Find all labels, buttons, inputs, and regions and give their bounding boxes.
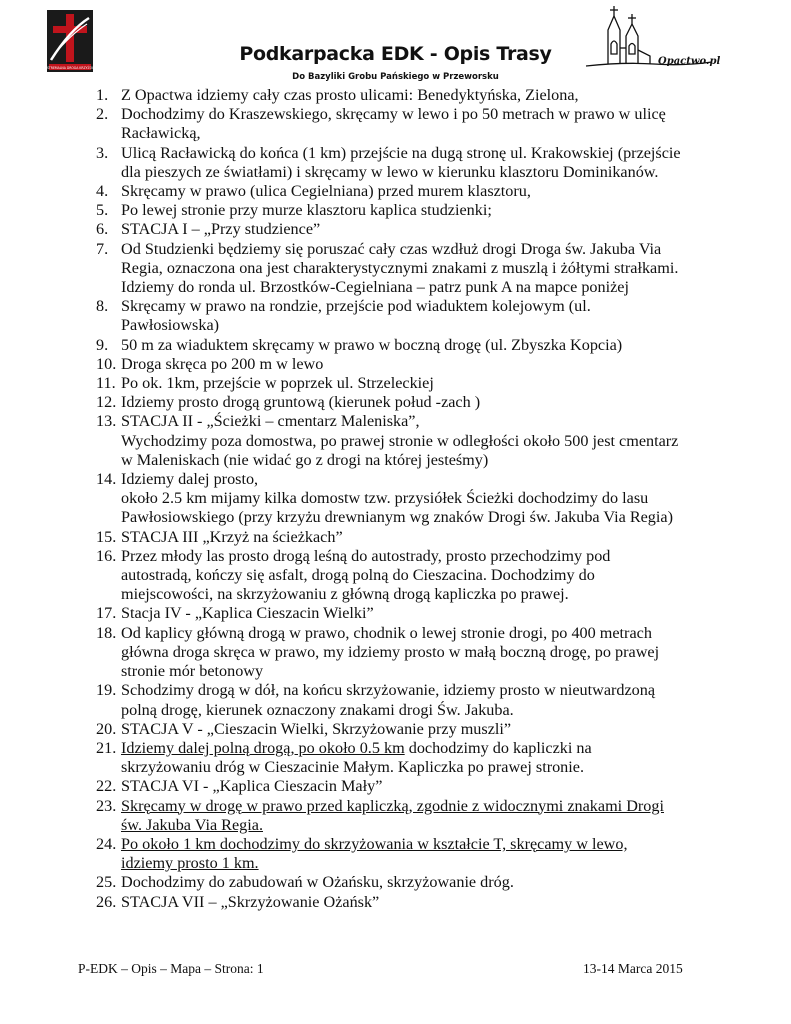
route-step: [96, 412, 736, 470]
step-number: 9.: [96, 335, 109, 354]
step-number: 25.: [96, 873, 117, 892]
route-step: [96, 739, 736, 777]
step-text-line: [121, 393, 736, 412]
route-steps-list: [96, 86, 736, 912]
route-step: [96, 681, 736, 719]
route-step: [96, 470, 736, 528]
step-text-line: [121, 374, 736, 393]
step-text: Od kaplicy główną drogą w prawo, chodnik o lewej stronie drogi, po 400 metrach: [121, 623, 652, 642]
route-step: [96, 374, 736, 393]
step-text: Po około 1 km dochodzimy do skrzyżowania w kształcie T, skręcamy w lewo,: [121, 834, 628, 853]
step-text: skrzyżowaniu dróg w Cieszacinie Małym. Kapliczka po prawej stronie.: [121, 758, 584, 777]
route-step: [96, 201, 736, 220]
step-number: 4.: [96, 182, 109, 201]
step-number: 5.: [96, 201, 109, 220]
step-text: STACJA VI - „Kaplica Cieszacin Mały”: [121, 777, 383, 796]
opactwo-logo-text: Opactwo.pl: [658, 56, 721, 67]
step-number: 14.: [96, 470, 117, 489]
step-text-line: [121, 163, 736, 182]
step-number: 16.: [96, 546, 117, 565]
step-text-line: [121, 720, 736, 739]
step-text-line: [121, 470, 736, 489]
step-text-rest: dochodzimy do kapliczki na: [404, 738, 592, 757]
step-text-line: [121, 739, 736, 758]
step-text: Z Opactwa idziemy cały czas prosto ulicami: Benedyktyńska, Zielona,: [121, 86, 579, 104]
step-text: Ulicą Racławicką do końca (1 km) przejście na dugą stronę ul. Krakowskiej (przejście: [121, 143, 681, 162]
step-text-line: [121, 681, 736, 700]
route-step: [96, 336, 736, 355]
step-text-line: [121, 220, 736, 239]
step-number: 15.: [96, 527, 117, 546]
step-text: Skręcamy w prawo (ulica Cegielniana) przed murem klasztoru,: [121, 182, 531, 201]
step-number: 23.: [96, 796, 117, 815]
step-text-line: [121, 124, 736, 143]
route-step: [96, 144, 736, 182]
step-number: 22.: [96, 777, 117, 796]
step-text-line: [121, 893, 736, 912]
step-text: Idziemy dalej polną drogą, po około 0.5 km: [121, 738, 405, 757]
step-text: Skręcamy w prawo na rondzie, przejście pod wiaduktem kolejowym (ul.: [121, 297, 591, 316]
step-text-line: [121, 86, 736, 105]
step-text-line: [121, 624, 736, 643]
step-text: STACJA VII – „Skrzyżowanie Ożańsk”: [121, 892, 380, 911]
step-text-line: [121, 278, 736, 297]
step-text: Po ok. 1km, przejście w poprzek ul. Strzeleckiej: [121, 374, 434, 393]
step-text: polną drogę, kierunek oznaczony znakami drogi Św. Jakuba.: [121, 700, 514, 719]
step-text: autostradą, kończy się asfalt, drogą polną do Cieszacina. Dochodzimy do: [121, 566, 595, 585]
route-step: [96, 528, 736, 547]
step-text-line: [121, 182, 736, 201]
step-text: Pawłosiowska): [121, 316, 220, 335]
step-text-line: [121, 144, 736, 163]
step-text: STACJA III „Krzyż na ścieżkach”: [121, 527, 343, 546]
step-number: 17.: [96, 604, 117, 623]
step-text: STACJA II - „Ścieżki – cmentarz Maleniska”,: [121, 412, 420, 431]
step-text-line: [121, 797, 736, 816]
step-text: Skręcamy w drogę w prawo przed kapliczką, zgodnie z widocznymi znakami Drogi: [121, 796, 664, 815]
step-text: miejscowości, na skrzyżowaniu z główną drogą kapliczka po prawej.: [121, 585, 569, 604]
step-text-line: [121, 451, 736, 470]
edk-logo-text: EKSTREMALNA DROGA KRZYŻOWA: [42, 65, 98, 70]
step-number: 24.: [96, 834, 117, 853]
step-text-line: [121, 316, 736, 335]
step-number: 11.: [96, 374, 116, 393]
step-number: 12.: [96, 393, 117, 412]
step-text: Idziemy dalej prosto,: [121, 470, 259, 489]
route-step: [96, 893, 736, 912]
step-number: 8.: [96, 297, 109, 316]
step-text-line: [121, 240, 736, 259]
step-text-line: [121, 854, 736, 873]
step-number: 10.: [96, 354, 117, 373]
step-text: Racławicką,: [121, 124, 201, 143]
step-text: dla pieszych ze światłami) i skręcamy w lewo w kierunku klasztoru Dominikanów.: [121, 162, 659, 181]
step-text-line: [121, 662, 736, 681]
step-text-line: [121, 758, 736, 777]
step-text-line: [121, 528, 736, 547]
step-number: 13.: [96, 412, 117, 431]
step-text: Pawłosiowskiego (przy krzyżu drewnianym wg znaków Drogi św. Jakuba Via Regia): [121, 508, 673, 527]
route-step: [96, 393, 736, 412]
step-number: 26.: [96, 892, 117, 911]
route-step: [96, 547, 736, 605]
route-step: [96, 624, 736, 682]
step-number: 3.: [96, 143, 109, 162]
step-number: 2.: [96, 105, 109, 124]
page-subtitle: Do Bazyliki Grobu Pańskiego w Przeworsku: [292, 72, 499, 82]
step-text: Stacja IV - „Kaplica Cieszacin Wielki”: [121, 604, 374, 623]
route-step: [96, 873, 736, 892]
route-step: [96, 835, 736, 873]
step-text: główna droga skręca w prawo, my idziemy prosto w małą boczną drogę, po prawej: [121, 642, 660, 661]
step-text: Regia, oznaczona ona jest charakterystycznymi znakami z muszlą i żółtymi strałkami.: [121, 258, 679, 277]
route-step: [96, 297, 736, 335]
page-title: Podkarpacka EDK - Opis Trasy: [239, 43, 552, 65]
step-text-line: [121, 643, 736, 662]
step-text-line: [121, 297, 736, 316]
step-text: STACJA I – „Przy studzience”: [121, 220, 321, 239]
step-text: Dochodzimy do zabudowań w Ożańsku, skrzyżowanie dróg.: [121, 873, 514, 892]
step-number: 6.: [96, 220, 109, 239]
step-text: św. Jakuba Via Regia.: [121, 815, 263, 834]
route-step: [96, 182, 736, 201]
step-text-line: [121, 489, 736, 508]
step-text-line: [121, 508, 736, 527]
step-text-line: [121, 835, 736, 854]
route-step: [96, 355, 736, 374]
step-text-line: [121, 701, 736, 720]
step-number: 18.: [96, 623, 117, 642]
step-text-line: [121, 547, 736, 566]
step-text-line: [121, 201, 736, 220]
route-step: [96, 720, 736, 739]
step-text: stronie mór betonowy: [121, 662, 264, 681]
step-text-line: [121, 566, 736, 585]
step-text-line: [121, 604, 736, 623]
step-number: 20.: [96, 719, 117, 738]
step-text-line: [121, 873, 736, 892]
footer-date: 13-14 Marca 2015: [583, 961, 683, 976]
step-text-line: [121, 105, 736, 124]
step-text: Dochodzimy do Kraszewskiego, skręcamy w lewo i po 50 metrach w prawo w ulicę: [121, 105, 666, 124]
step-text-line: [121, 336, 736, 355]
route-step: [96, 220, 736, 239]
route-step: [96, 777, 736, 796]
route-step: [96, 105, 736, 143]
step-text: STACJA V - „Cieszacin Wielki, Skrzyżowanie przy muszli”: [121, 719, 512, 738]
step-text-line: [121, 259, 736, 278]
step-text: idziemy prosto 1 km.: [121, 854, 259, 873]
step-text: około 2.5 km mijamy kilka domostw tzw. przysiółek Ścieżki dochodzimy do lasu: [121, 489, 649, 508]
step-number: 21.: [96, 738, 117, 757]
step-text: Droga skręca po 200 m w lewo: [121, 354, 324, 373]
step-text: Idziemy prosto drogą gruntową (kierunek połud -zach ): [121, 393, 481, 412]
step-text-line: [121, 432, 736, 451]
step-text: Schodzimy drogą w dół, na końcu skrzyżowanie, idziemy prosto w nieutwardzoną: [121, 681, 656, 700]
step-number: 7.: [96, 239, 109, 258]
step-text: Idziemy do ronda ul. Brzostków-Cegielniana – patrz punk A na mapce poniżej: [121, 278, 629, 297]
step-text: Przez młody las prosto drogą leśną do autostrady, prosto przechodzimy pod: [121, 546, 611, 565]
step-text-line: [121, 585, 736, 604]
church-towers-logo: [584, 4, 721, 78]
step-text: Od Studzienki będziemy się poruszać cały czas wzdłuż drogi Droga św. Jakuba Via: [121, 239, 662, 258]
step-text-line: [121, 355, 736, 374]
step-number: 1.: [96, 86, 109, 104]
step-text: Po lewej stronie przy murze klasztoru kaplica studzienki;: [121, 201, 492, 220]
route-step: [96, 86, 736, 105]
step-text: 50 m za wiaduktem skręcamy w prawo w boczną drogę (ul. Zbyszka Kopcia): [121, 335, 623, 354]
step-text-line: [121, 777, 736, 796]
footer-page-info: P-EDK – Opis – Mapa – Strona: 1: [78, 961, 264, 976]
step-text-line: [121, 816, 736, 835]
route-step: [96, 797, 736, 835]
step-text: Wychodzimy poza domostwa, po prawej stronie w odległości około 500 jest cmentarz: [121, 431, 679, 450]
step-number: 19.: [96, 681, 117, 700]
route-step: [96, 240, 736, 298]
route-step: [96, 604, 736, 623]
step-text-line: [121, 412, 736, 431]
step-text: w Maleniskach (nie widać go z drogi na której jesteśmy): [121, 450, 489, 469]
